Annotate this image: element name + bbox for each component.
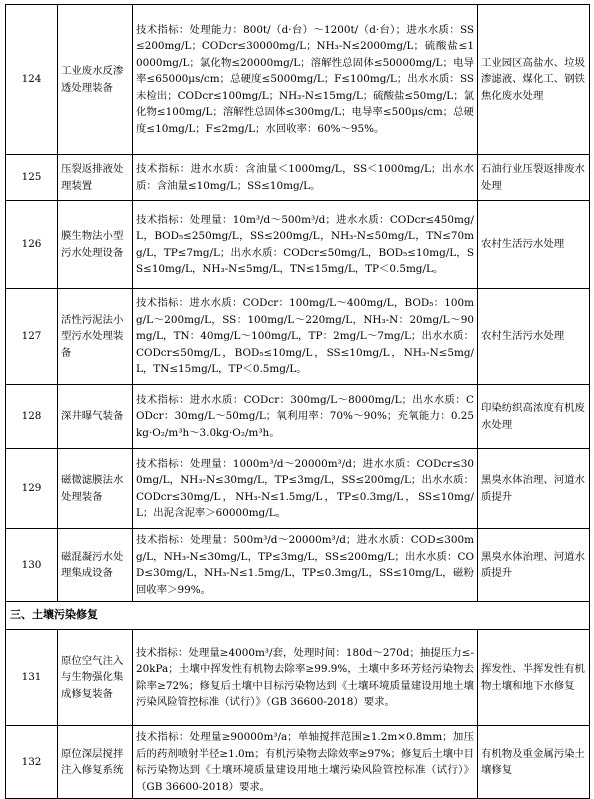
technical-spec: 技术指标：处理量：10m³/d～500m³/d；进水水质：CODcr≤450mg/L，BOD₅≤250mg/L，SS≤200mg/L，NH₃-N≤50mg/L，TN≤70mg/L，TP≤7mg/L；出水水质：CODcr≤50mg/L，BOD₅≤10mg/L，SS≤10mg/L，NH₃-N≤5mg/L，TN≤15mg/L，TP＜0.5mg/L。 — [133, 201, 478, 289]
equipment-name: 膜生物法小型污水处理设备 — [58, 201, 133, 289]
row-number: 129 — [6, 449, 58, 529]
technical-spec: 技术指标：进水水质：含油量＜1000mg/L，SS＜1000mg/L；出水水质：含油量≤10mg/L；SS≤10mg/L。 — [133, 155, 478, 201]
table-row — [6, 155, 590, 201]
application-field: 农村生活污水处理 — [478, 289, 590, 385]
table-row — [6, 529, 590, 602]
technical-spec: 技术指标：进水水质：CODcr：100mg/L～400mg/L，BOD₅：100mg/L～200mg/L，SS：100mg/L～220mg/L，NH₃-N：20mg/L～90mg/L，TN：40mg/L～100mg/L，TP：2mg/L～7mg/L；出水水质：CODcr≤50mg/L，BOD₅≤10mg/L，SS≤10mg/L，NH₃-N≤5mg/L，TN≤15mg/L，TP＜0.5mg/L。 — [133, 289, 478, 385]
equipment-name: 深井曝气装备 — [58, 385, 133, 449]
row-number: 127 — [6, 289, 58, 385]
application-field: 有机物及重金属污染土壤修复 — [478, 726, 590, 799]
application-field: 农村生活污水处理 — [478, 201, 590, 289]
equipment-name: 磁混凝污水处理集成设备 — [58, 529, 133, 602]
table-row — [6, 201, 590, 289]
row-number: 126 — [6, 201, 58, 289]
application-field: 石油行业压裂返排废水处理 — [478, 155, 590, 201]
row-number: 128 — [6, 385, 58, 449]
equipment-name: 原位深层搅拌注入修复系统 — [58, 726, 133, 799]
equipment-name: 压裂返排液处理装置 — [58, 155, 133, 201]
equipment-name: 工业废水反渗透处理装备 — [58, 5, 133, 155]
equipment-name: 原位空气注入与生物强化集成修复装备 — [58, 630, 133, 726]
table-row — [6, 726, 590, 799]
section-row — [6, 602, 590, 630]
technical-spec: 技术指标：处理能力：800t/（d·台）～1200t/（d·台）；进水水质：SS≤200mg/L；CODcr≤30000mg/L；NH₃-N≤2000mg/L；硫酸盐≤10000mg/L；氯化物≤20000mg/L；溶解性总固体≤50000mg/L；电导率≤65000μs/cm；总硬度≤5000mg/L；F≤100mg/L；出水水质：SS未检出；CODcr≤100mg/L；NH₃-N≤15mg/L；硫酸盐≤50mg/L；氯化物≤100mg/L；溶解性总固体≤300mg/L；电导率≤500μs/cm；总硬度≤10mg/L；F≤2mg/L；水回收率：60%～95%。 — [133, 5, 478, 155]
technical-spec: 技术指标：进水水质：CODcr：300mg/L～8000mg/L；出水水质：CODcr：30mg/L～50mg/L；氧利用率：70%～90%；充氧能力：0.25kg·O₂/m³h～3.0kg·O₂/m³h。 — [133, 385, 478, 449]
application-field: 黑臭水体治理、河道水质提升 — [478, 529, 590, 602]
application-field: 工业园区高盐水、垃圾渗滤液、煤化工、钢铁焦化废水处理 — [478, 5, 590, 155]
table-row — [6, 5, 590, 155]
table-row — [6, 630, 590, 726]
row-number: 132 — [6, 726, 58, 799]
table-row — [6, 449, 590, 529]
application-field: 挥发性、半挥发性有机物土壤和地下水修复 — [478, 630, 590, 726]
equipment-name: 磁微滤膜法水处理装备 — [58, 449, 133, 529]
equipment-table — [5, 4, 590, 799]
technical-spec: 技术指标：处理量≥90000m³/a；单轴搅拌范围≥1.2m×0.8mm；加压后的药剂喷射半径≥1.0m；有机污染物去除效率≥97%；修复后土壤中目标污染物达到《土壤环境质量建设用地土壤污染风险管控标准（试行）》（GB 36600-2018）要求。 — [133, 726, 478, 799]
technical-spec: 技术指标：处理量：1000m³/d～20000m³/d；进水水质：CODcr≤300mg/L，NH₃-N≤30mg/L，TP≤3mg/L，SS≤200mg/L；出水水质：CODcr≤30mg/L，NH₃-N≤1.5mg/L，TP≤0.3mg/L，SS≤10mg/L；出泥含泥率＞60000mg/L。 — [133, 449, 478, 529]
row-number: 130 — [6, 529, 58, 602]
row-number: 124 — [6, 5, 58, 155]
equipment-name: 活性污泥法小型污水处理装备 — [58, 289, 133, 385]
technical-spec: 技术指标：处理量≥4000m³/套，处理时间：180d～270d；抽提压力≤-20kPa；土壤中挥发性有机物去除率≥99.9%，土壤中多环芳烃污染物去除率≥72%；修复后土壤中目标污染物达到《土壤环境质量建设用地土壤污染风险管控标准（试行）》（GB 36600-2018）要求。 — [133, 630, 478, 726]
section-title: 三、土壤污染修复 — [6, 602, 590, 630]
row-number: 125 — [6, 155, 58, 201]
application-field: 黑臭水体治理、河道水质提升 — [478, 449, 590, 529]
table-row — [6, 289, 590, 385]
row-number: 131 — [6, 630, 58, 726]
table-row — [6, 385, 590, 449]
application-field: 印染纺织高浓度有机废水处理 — [478, 385, 590, 449]
technical-spec: 技术指标：处理量：500m³/d～20000m³/d；进水水质：COD≤300mg/L，NH₃-N≤30mg/L，TP≤3mg/L，SS≤200mg/L；出水水质：COD≤30mg/L，NH₃-N≤1.5mg/L，TP≤0.3mg/L，SS≤10mg/L，磁粉回收率＞99%。 — [133, 529, 478, 602]
